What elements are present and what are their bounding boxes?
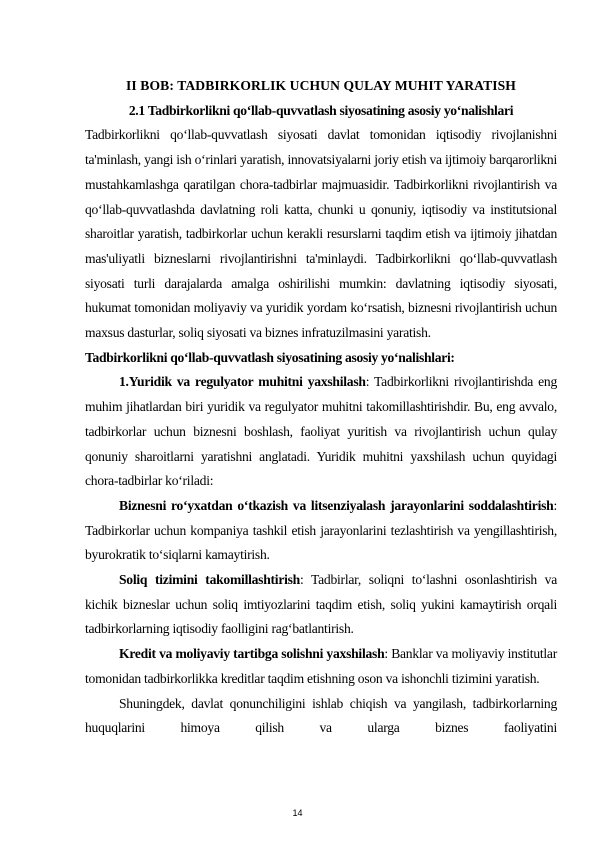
section-title: 2.1 Tadbirkorlikni qo‘llab-quvvatlash siyosatining asosiy yo‘nalishlari [128, 102, 514, 118]
page-number: 14 [292, 808, 303, 818]
sub-item-text: : Tadbirlar, soliqni to‘lashni osonlashtirish va kichik bizneslar uchun soliq imtiyozlarini taqdim etish, soliq yukini kamaytirish orqali tadbirkorlarning iqtisodiy faolligini rag‘batlantirish. [85, 572, 558, 637]
list-item-legal-environment [85, 370, 557, 494]
sub-item-credit-regulation [85, 642, 557, 691]
closing-paragraph: Shuningdek, davlat qonunchiligini ishlab chiqish va yangilash, tadbirkorlarning huquqlarini himoya qilish va ularga biznes faoliyatini [85, 695, 557, 736]
sub-item-registration [85, 494, 557, 568]
sub-item-tax-system [85, 568, 557, 642]
sub-item-text: : Tadbirkorlar uchun kompaniya tashkil etish jarayonlarini tezlashtirish va yengillashtirish, byurokratik to‘siqlarni kamaytirish. [85, 497, 557, 563]
intro-paragraph: Tadbirkorlikni qo‘llab-quvvatlash siyosati davlat tomonidan iqtisodiy rivojlanishni ta'minlash, yangi ish o‘rinlari yaratish, innovatsiyalarni joriy etish va ijtimoiy barqarorlikni mustahkamlashga qaratilgan chora-tadbirlar majmuasidir. Tadbirkorlikni rivojlantirish va qo‘llab-quvvatlashda davlatning roli katta, chunki u qonuniy, iqtisodiy va institutsional sharoitlar yaratish, tadbirkorlar uchun kerakli resurslarni taqdim etish va ijtimoiy jihatdan mas'uliyatli bizneslarni rivojlantirishni ta'minlaydi. Tadbirkorlikni qo‘llab-quvvatlash siyosati turli darajalarda amalga oshirilishi mumkin: davlatning iqtisodiy siyosati, hukumat tomonidan moliyaviy va yuridik yordam ko‘rsatish, biznesni rivojlantirish uchun maxsus dasturlar, soliq siyosati va biznes infratuzilmasini yaratish. [85, 127, 557, 341]
list-item-text: : Tadbirkorlikni rivojlantirishda eng muhim jihatlardan biri yuridik va regulyator muhitni takomillashtirishdir. Bu, eng avvalo, tadbirkorlar uchun biznesni boshlash, faoliyat yuritish va rivojlantirish uchun qulay qonuniy sharoitlarni yaratishni anglatadi. Yuridik muhitni yaxshilash uchun quyidagi chora-tadbirlar ko‘riladi: [85, 374, 558, 489]
directions-heading: Tadbirkorlikni qo‘llab-quvvatlash siyosatining asosiy yo‘nalishlari: [85, 349, 455, 365]
sub-item-text: : Banklar va moliyaviy institutlar tomonidan tadbirkorlikka kreditlar taqdim etishning oson va ishonchli tizimini yaratish. [85, 646, 557, 686]
sub-item-term: Kredit va moliyaviy tartibga solishni yaxshilash [119, 646, 385, 662]
sub-item-term: Soliq tizimini takomillashtirish [119, 572, 300, 588]
sub-item-term: Biznesni ro‘yxatdan o‘tkazish va litsenziyalash jarayonlarini soddalashtirish [119, 497, 554, 513]
list-item-term: 1.Yuridik va regulyator muhitni yaxshilash [119, 374, 366, 390]
document-page [85, 74, 557, 741]
chapter-title: II BOB: TADBIRKORLIK UCHUN QULAY MUHIT YARATISH [126, 78, 516, 93]
